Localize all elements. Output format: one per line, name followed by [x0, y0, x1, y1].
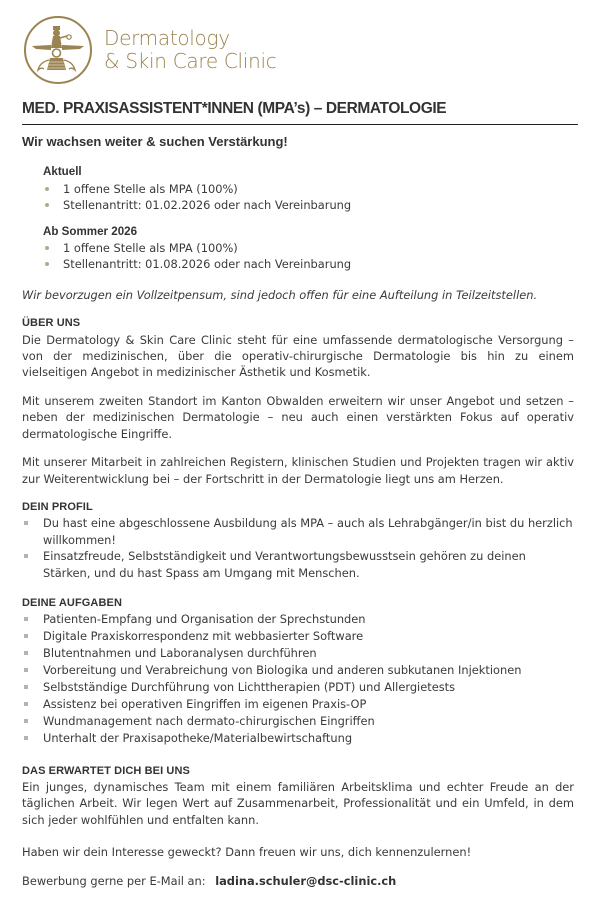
- list-item-text: Blutentnahmen und Laboranalysen durchführen: [43, 646, 317, 661]
- section-heading: ÜBER UNS: [22, 317, 81, 330]
- section-heading: DAS ERWARTET DICH BEI UNS: [22, 764, 190, 777]
- list-item: [22, 713, 574, 730]
- profile-section: [22, 499, 574, 581]
- bullet-square-icon: [24, 554, 28, 558]
- clinic-logo: [22, 12, 276, 88]
- list-item-text: 1 offene Stelle als MPA (100%): [63, 241, 238, 256]
- bullet-square-icon: [24, 668, 28, 672]
- list-item-text: Wundmanagement nach dermato-chirurgischen Eingriffen: [43, 713, 375, 728]
- bullet-square-icon: [24, 651, 28, 655]
- openings: [43, 164, 574, 272]
- clinic-name-line2: & Skin Care Clinic: [104, 49, 277, 73]
- tasks-section: [22, 595, 574, 747]
- list-item: [22, 515, 574, 548]
- list-item-text: 1 offene Stelle als MPA (100%): [63, 181, 238, 196]
- list-item-text: Assistenz bei operativen Eingriffen im eigenen Praxis-OP: [43, 696, 367, 711]
- list-item-text: Digitale Praxiskorrespondenz mit webbasierter Software: [43, 629, 364, 644]
- list-item-text: Vorbereitung und Verabreichung von Biologika und anderen subkutanen Injektionen: [43, 663, 522, 678]
- opening-heading: Aktuell: [43, 165, 82, 179]
- list-item: [22, 645, 574, 662]
- list-item: [43, 197, 574, 213]
- about-paragraph: Mit unserer Mitarbeit in zahlreichen Registern, klinischen Studien und Projekten tragen wir aktiv zur Weiterentwicklung bei – der Fortschritt in der Dermatologie liegt uns am Herzen.: [22, 455, 574, 486]
- about-paragraph: Mit unserem zweiten Standort im Kanton Obwalden erweitern wir unser Angebot und setzen – neben der medizinischen Dermatologie – neu auch einen verstärkten Fokus auf operativ dermatologische Eingriffe.: [22, 393, 574, 441]
- offer-section: [22, 763, 574, 829]
- opening-heading: Ab Sommer 2026: [43, 224, 138, 238]
- list-item: [43, 181, 574, 197]
- bullet-square-icon: [24, 634, 28, 638]
- bullet-square-icon: [24, 685, 28, 689]
- posting-content: [22, 134, 574, 901]
- list-item: [22, 548, 574, 581]
- opening-current: [43, 164, 574, 213]
- list-item: [22, 628, 574, 645]
- application-label: Bewerbung gerne per E-Mail an:: [22, 873, 206, 888]
- list-item-text: Unterhalt der Praxisapotheke/Materialbewirtschaftung: [43, 730, 353, 745]
- list-item-text: Patienten-Empfang und Organisation der Sprechstunden: [43, 612, 366, 627]
- bullet-square-icon: [24, 521, 28, 525]
- bullet-dot-icon: [45, 262, 49, 266]
- closing-text: Haben wir dein Interesse geweckt? Dann freuen wir uns, dich kennenzulernen!: [22, 845, 472, 860]
- list-item: [22, 662, 574, 679]
- list-item: [22, 696, 574, 713]
- bullet-dot-icon: [45, 203, 49, 207]
- clinic-name: [104, 27, 276, 73]
- list-item: [43, 240, 574, 256]
- bullet-square-icon: [24, 736, 28, 740]
- list-item: [22, 679, 574, 696]
- about-paragraph: Die Dermatology & Skin Care Clinic steht für eine umfassende dermatologische Versorgung – von der medizinischen, über die operativ-chirurgische Dermatologie bis hin zu einem vielseitigen Angebot in medizinischer Ästhetik und Kosmetik.: [22, 332, 574, 380]
- list-item: [43, 256, 574, 272]
- application-line: [22, 873, 574, 889]
- bullet-dot-icon: [45, 246, 49, 250]
- clinic-name-line1: Dermatology: [104, 26, 230, 50]
- opening-summer: [43, 224, 574, 273]
- list-item: [22, 611, 574, 628]
- section-heading: DEINE AUFGABEN: [22, 596, 122, 609]
- clinic-emblem-icon: [22, 14, 94, 86]
- bullet-square-icon: [24, 617, 28, 621]
- section-heading: DEIN PROFIL: [22, 500, 93, 513]
- list-item: [22, 730, 574, 747]
- bullet-square-icon: [24, 719, 28, 723]
- list-item-text: Stellenantritt: 01.02.2026 oder nach Vereinbarung: [63, 198, 352, 213]
- about-section: [22, 315, 574, 487]
- list-item-text: Einsatzfreude, Selbstständigkeit und Verantwortungsbewusstsein gehören zu deinen Stärken, und du hast Spass am Umgang mit Menschen.: [43, 549, 526, 580]
- bullet-dot-icon: [45, 187, 49, 191]
- application-email-link[interactable]: ladina.schuler@dsc-clinic.ch: [215, 873, 397, 888]
- lead-heading: Wir wachsen weiter & suchen Verstärkung!: [22, 134, 288, 149]
- list-item-text: Stellenantritt: 01.08.2026 oder nach Vereinbarung: [63, 257, 352, 272]
- page-title: MED. PRAXISASSISTENT*INNEN (MPA’s) – DERMATOLOGIE: [22, 100, 578, 125]
- list-item-text: Du hast eine abgeschlossene Ausbildung als MPA – auch als Lehrabgänger/in bist du herzlich willkommen!: [43, 516, 573, 547]
- offer-paragraph: Ein junges, dynamisches Team mit einem familiären Arbeitsklima und echter Freude an der täglichen Arbeit. Wir legen Wert auf Zusammenarbeit, Professionalität und ein Umfeld, in dem sich jeder wohlfühlen und entfalten kann.: [22, 780, 574, 827]
- preference-note: Wir bevorzugen ein Vollzeitpensum, sind jedoch offen für eine Aufteilung in Teilzeitstellen.: [22, 287, 538, 302]
- list-item-text: Selbstständige Durchführung von Lichttherapien (PDT) und Allergietests: [43, 679, 456, 694]
- bullet-square-icon: [24, 702, 28, 706]
